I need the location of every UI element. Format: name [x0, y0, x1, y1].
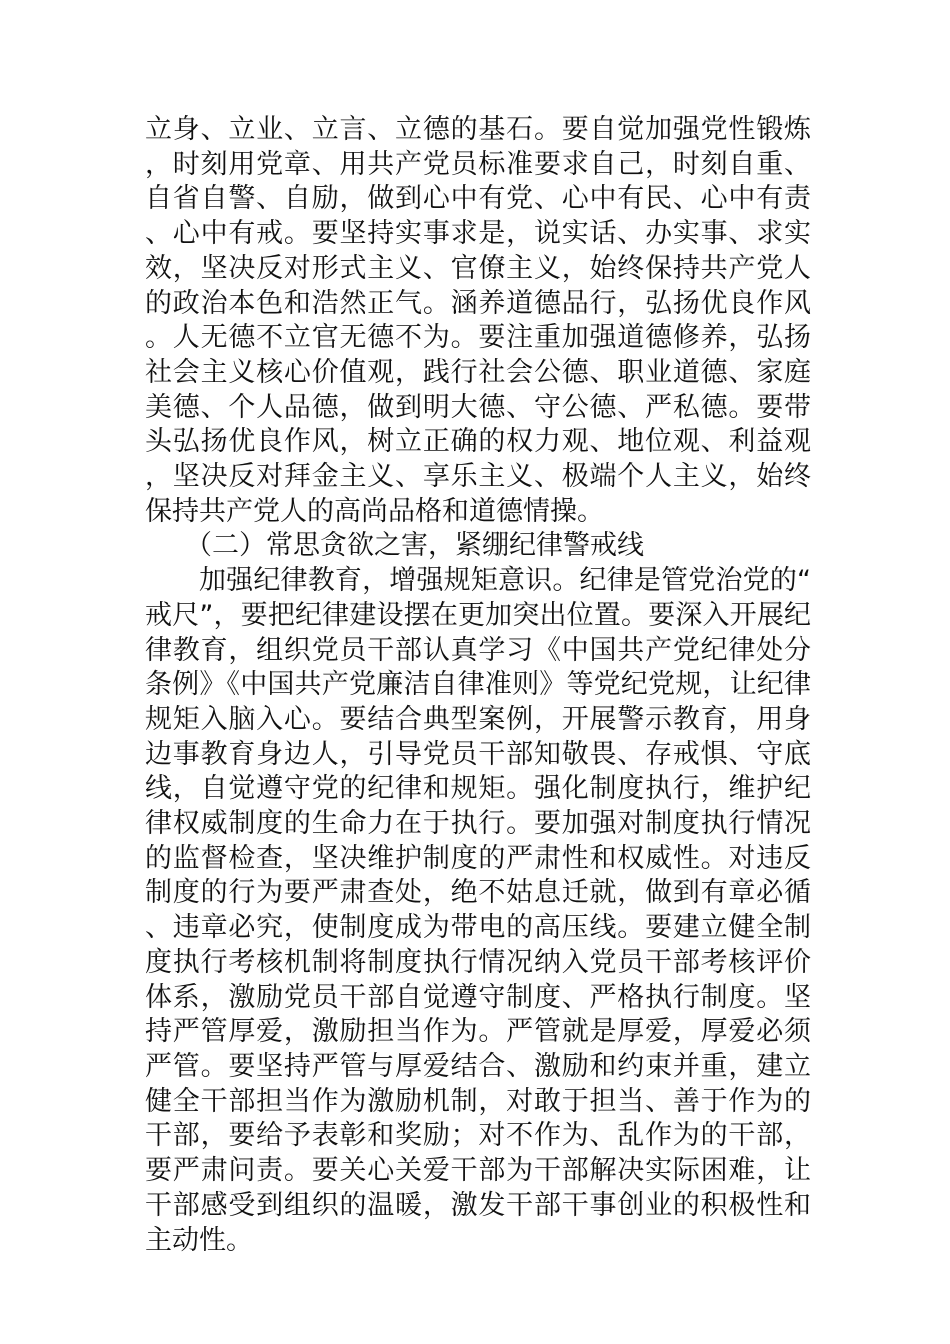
section-heading: （二）常思贪欲之害，紧绷纪律警戒线 — [185, 530, 644, 562]
document-body — [145, 113, 811, 1258]
paragraph-discipline: 加强纪律教育，增强规矩意识。纪律是管党治党的“戒尺”，要把纪律建设摆在更加突出位置。要深入开展纪律教育，组织党员干部认真学习《中国共产党纪律处分条例》《中国共产党廉洁自律准则》等党纪党规，让纪律规矩入脑入心。要结合典型案例，开展警示教育，用身边事教育身边人，引导党员干部知敬畏、存戒惧、守底线，自觉遵守党的纪律和规矩。强化制度执行，维护纪律权威制度的生命力在于执行。要加强对制度执行情况的监督检查，坚决维护制度的严肃性和权威性。对违反制度的行为要严肃查处，绝不姑息迁就，做到有章必循、违章必究，使制度成为带电的高压线。要建立健全制度执行考核机制将制度执行情况纳入党员干部考核评价体系，激励党员干部自觉遵守制度、严格执行制度。坚持严管厚爱，激励担当作为。严管就是厚爱，厚爱必须严管。要坚持严管与厚爱结合、激励和约束并重，建立健全干部担当作为激励机制，对敢于担当、善于作为的干部，要给予表彰和奖励；对不作为、乱作为的干部，要严肃问责。要关心关爱干部为干部解决实际困难，让干部感受到组织的温暖，激发干部干事创业的积极性和主动性。 — [145, 565, 811, 1256]
paragraph-continuation: 立身、立业、立言、立德的基石。要自觉加强党性锻炼，时刻用党章、用共产党员标准要求自己，时刻自重、自省自警、自励，做到心中有党、心中有民、心中有责、心中有戒。要坚持实事求是，说实话、办实事、求实效，坚决反对形式主义、官僚主义，始终保持共产党人的政治本色和浩然正气。涵养道德品行，弘扬优良作风。人无德不立官无德不为。要注重加强道德修养，弘扬社会主义核心价值观，践行社会公德、职业道德、家庭美德、个人品德，做到明大德、守公德、严私德。要带头弘扬优良作风，树立正确的权力观、地位观、利益观，坚决反对拜金主义、享乐主义、极端个人主义，始终保持共产党人的高尚品格和道德情操。 — [145, 114, 811, 527]
